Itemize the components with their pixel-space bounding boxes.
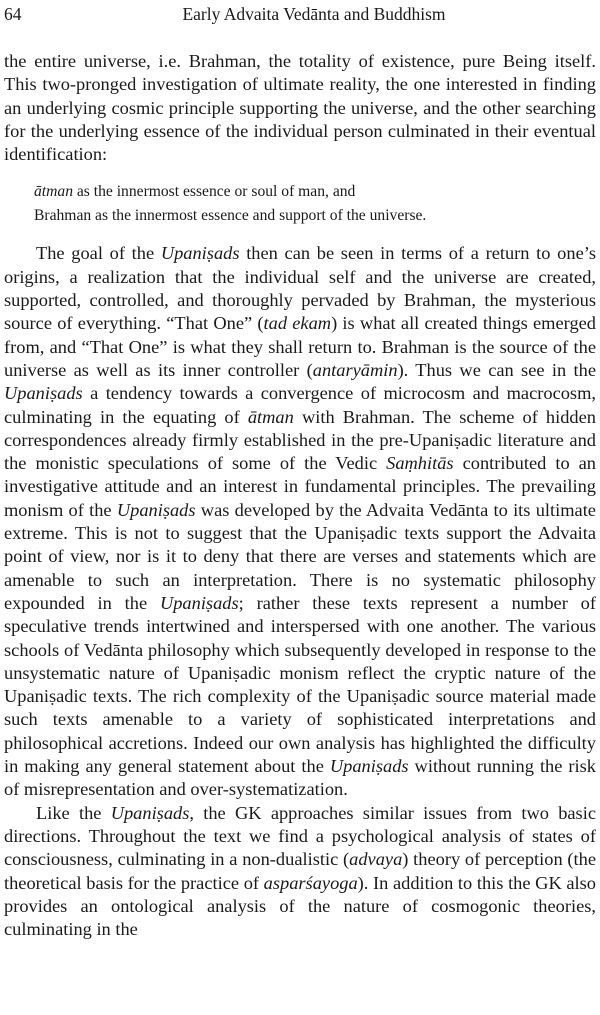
text-run: Like the: [36, 802, 111, 823]
text-run: the entire universe, i.e. Brahman, the totality of existence, pure Being itself. This two-pronged investigation of ultimate reality, the one interested in finding an underlying cosmic principle supporting the universe, and the other searching for the underlying essence of the individual person culminated in their eventual identification:: [4, 51, 596, 165]
text-run: as the innermost essence or soul of man, and: [72, 183, 356, 201]
text-run: without running the risk of misrepresentation and over-systematization.: [4, 756, 596, 800]
paragraph-gk-approach: [4, 802, 596, 942]
italic-term: asparśayoga: [263, 872, 358, 893]
text-run: ) theory of perception (the theoretical basis for the practice of: [4, 849, 597, 893]
text-run: The goal of the: [36, 243, 161, 264]
italic-term: ātman: [247, 406, 294, 427]
block-quote: [34, 180, 596, 228]
italic-term: antaryāmin: [312, 359, 398, 380]
italic-term: Upaniṣads: [329, 756, 409, 777]
paragraph-continued: [4, 50, 596, 166]
text-run: with Brahman. The scheme of hidden correspondences already firmly established in the pre-Upaniṣadic literature and the monistic speculations of some of the Vedic: [4, 406, 596, 474]
page-body: [4, 50, 596, 941]
italic-term: Saṃhitās: [386, 453, 454, 474]
text-run: contributed to an investigative attitude and an interest in fundamental principles. The prevailing monism of the: [4, 453, 596, 520]
italic-term: advaya: [349, 849, 403, 870]
italic-term: Upaniṣads: [160, 243, 240, 264]
italic-term: Upaniṣads: [159, 592, 239, 613]
italic-term: tad ekam: [263, 313, 332, 334]
text-run: ). Thus we can see in the: [397, 359, 596, 380]
text-run: Brahman as the innermost essence and support of the universe.: [34, 207, 427, 225]
italic-term: Upaniṣads: [110, 802, 190, 823]
text-run: ; rather these texts represent a number of speculative trends intertwined and interspersed with one another. The various schools of Vedānta philosophy which subsequently developed in response to the unsystematic nature of Upaniṣadic monism reflect the cryptic nature of the Upaniṣadic texts. The rich complexity of the Upaniṣadic source material made such texts amenable to a variety of sophisticated interpretations and philosophical accretions. Indeed our own analysis has highlighted the difficulty in making any general statement about the: [4, 592, 596, 777]
text-run: ) is what all created things emerged from, and “That One” is what they shall return to. Brahman is the source of the universe as well as its inner controller (: [4, 313, 596, 380]
text-run: ). In addition to this the GK also provides an ontological analysis of the nature of cosmogonic theories, culminating in the: [4, 872, 597, 940]
quote-line-atman: [34, 180, 596, 204]
italic-term: Upaniṣads: [116, 499, 196, 520]
quote-line-brahman: [34, 204, 596, 228]
text-run: a tendency towards a convergence of microcosm and macrocosm, culminating in the equating of: [4, 383, 596, 427]
italic-term: Upaniṣads: [4, 383, 83, 404]
paragraph-upanisads-goal: [4, 242, 596, 801]
text-run: then can be seen in terms of a return to one’s origins, a realization that the individual self and the universe are created, supported, controlled, and thoroughly pervaded by Brahman, the mysterious source of everything. “That One” (: [4, 243, 596, 334]
text-run: , the GK approaches similar issues from two basic directions. Throughout the text we find a psychological analysis of states of consciousness, culminating in a non-dualistic (: [4, 802, 596, 870]
italic-term: ātman: [34, 183, 73, 201]
page-number: 64: [4, 4, 22, 24]
running-title: Early Advaita Vedānta and Buddhism: [182, 4, 446, 24]
page-header: [0, 2, 600, 28]
text-run: was developed by the Advaita Vedānta to its ultimate extreme. This is not to suggest that the Upaniṣadic texts support the Advaita point of view, nor is it to deny that there are verses and statements which are amenable to such an interpretation. There is no systematic philosophy expounded in the: [4, 499, 596, 613]
